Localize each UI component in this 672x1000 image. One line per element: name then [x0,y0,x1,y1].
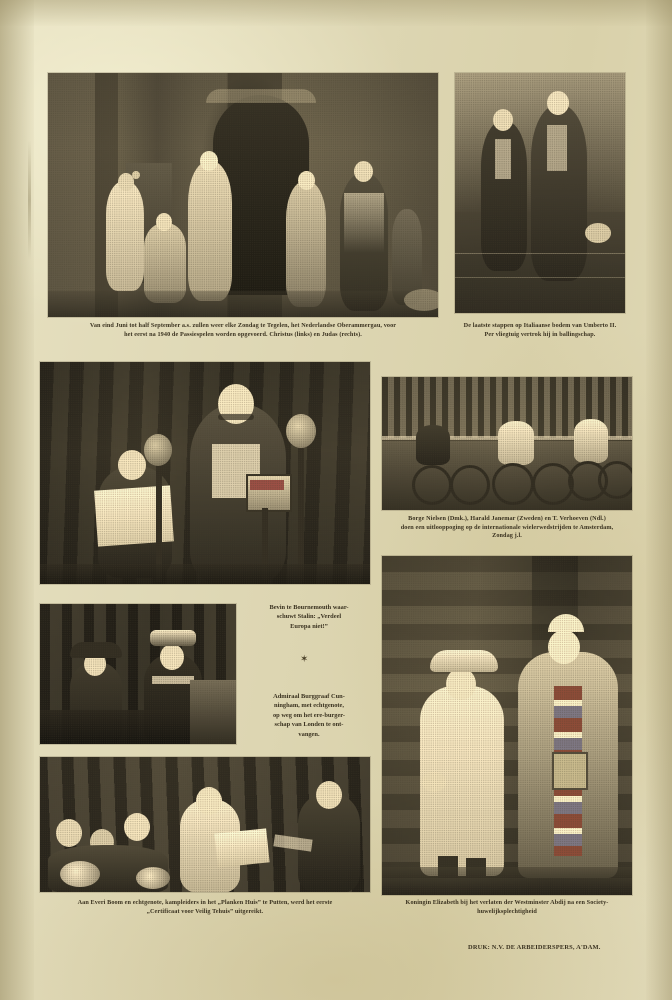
sidecaption-cunningham-london [250,692,368,739]
caption-line: „Certificaat voor Veilig Tehuis” uitgereikt. [146,907,264,915]
photo-passiespelen-tegelen [48,73,438,317]
sidecaption-line: vangen. [298,730,320,738]
caption-line: doen een uitlooppoging op de internationale wielerwedstrijden te Amsterdam, [400,523,614,531]
caption-line: De laatste stappen op Italiaanse bodem van Umberto II. [463,322,617,329]
caption-umberto-ii [449,322,631,339]
ornament-star-icon: ✶ [300,654,309,665]
page-left-edge-shading [0,0,34,1000]
photo-bevin-bbc [40,362,370,584]
caption-line: het eerst na 1940 de Passiespelen worden opgevoerd. Christus (links) en Judas (rechts). [124,330,362,338]
printer-imprint: DRUK: N.V. DE ARBEIDERSPERS, A'DAM. [468,944,601,951]
sidecaption-line: Admiraal Burggraaf Cun- [273,693,345,700]
photo-koningin-elizabeth-westminster [382,556,632,895]
sidecaption-bevin-bournemouth [248,603,370,631]
page-fold-crease [28,140,31,260]
caption-line: Zondag j.l. [492,532,522,540]
caption-line: Aan Everi Boom en echtgenote, kampleiders in het „Planken Huis” te Putten, werd het eerste [77,899,333,906]
caption-line: Borge Nielsen (Dmk.), Harald Janemar (Zweden) en T. Verhoeven (Ndl.) [408,515,606,522]
sidecaption-line: schuwt Stalin: „Verdeel [276,613,342,621]
caption-everi-boom-certificaat [34,899,376,916]
photo-cunningham-carriage [40,604,236,744]
page-right-edge-shading [646,0,672,1000]
photo-wielerwedstrijd-amsterdam [382,377,632,510]
sidecaption-line: ningham, met echtgenote, [274,702,344,710]
caption-line: huwelijksplechtigheid [477,907,537,915]
photo-umberto-ii [455,73,625,313]
photo-everi-boom-certificaat [40,757,370,892]
caption-line: Per vliegtuig vertrok hij in ballingschap. [484,330,596,338]
sidecaption-line: op weg om het ere-burger- [272,711,346,719]
sidecaption-line: schap van Londen te ont- [274,721,344,729]
caption-line: Van eind Juni tot half September a.s. zullen weer elke Zondag te Tegelen, het Nederlandse Oberammergau, voor [89,322,397,329]
page-top-edge-shading [0,0,672,26]
sidecaption-line: Europa niet!” [290,622,328,630]
caption-wielerwedstrijd-amsterdam [378,515,636,541]
caption-line: Koningin Elizabeth bij het verlaten der Westminster Abdij na een Society- [405,899,609,906]
caption-koningin-elizabeth [376,899,638,916]
sidecaption-line: Bevin te Bournemouth waar- [269,604,349,611]
caption-passiespelen-tegelen [40,322,446,339]
